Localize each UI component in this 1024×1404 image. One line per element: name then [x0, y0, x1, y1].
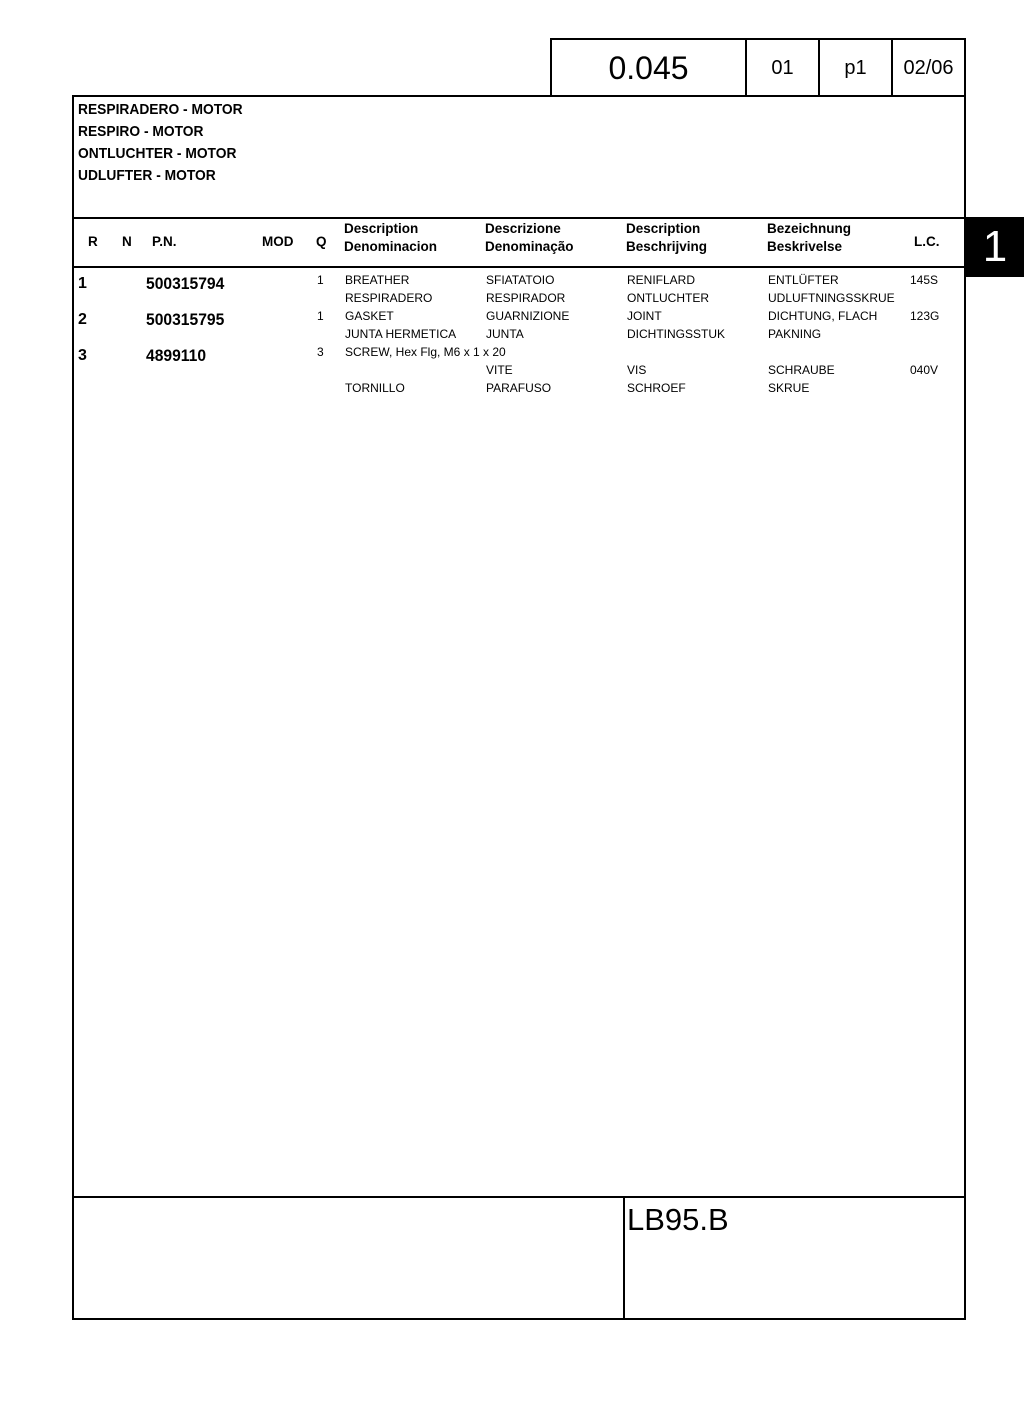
title-pt: RESPIRO - MOTOR: [78, 123, 204, 140]
desc-nl: ONTLUCHTER: [627, 291, 710, 305]
title-es: RESPIRADERO - MOTOR: [78, 101, 243, 118]
ref-number: 1: [78, 275, 87, 292]
title-nl: ONTLUCHTER - MOTOR: [78, 145, 237, 162]
col-q: Q: [316, 234, 327, 249]
ref-number: 2: [78, 311, 87, 328]
frame-bottom: [72, 1318, 966, 1320]
col-lang2-top: Descrizione: [485, 221, 561, 236]
lc-code: 040V: [910, 363, 939, 377]
frame-top: [72, 95, 966, 97]
desc-de: DICHTUNG, FLACH: [768, 309, 878, 323]
desc-fr: RENIFLARD: [627, 273, 696, 287]
lc-code: 123G: [910, 309, 940, 323]
section-tab: 1: [966, 217, 1024, 277]
desc-pt: JUNTA: [486, 327, 524, 341]
col-pn: P.N.: [152, 234, 177, 249]
part-number: 4899110: [146, 346, 207, 365]
doc-number: 0.045: [608, 49, 689, 86]
desc-de: ENTLÜFTER: [768, 273, 839, 287]
desc-de: SCHRAUBE: [768, 363, 835, 377]
desc-da: PAKNING: [768, 327, 822, 341]
desc-es: RESPIRADERO: [345, 291, 433, 305]
col-lang3-top: Description: [626, 221, 701, 236]
col-lang4-top: Bezeichnung: [767, 221, 852, 236]
col-lang3-bottom: Beschrijving: [626, 239, 708, 254]
part-number: 500315795: [146, 310, 225, 329]
title-da: UDLUFTER - MOTOR: [78, 167, 216, 184]
footer-divider: [623, 1196, 625, 1320]
page-number: p1: [844, 56, 867, 79]
desc-en: BREATHER: [345, 273, 410, 287]
desc-it: SFIATATOIO: [486, 273, 555, 287]
quantity: 3: [317, 345, 324, 359]
desc-es: TORNILLO: [345, 381, 405, 395]
desc-pt: PARAFUSO: [486, 381, 552, 395]
col-lang1-top: Description: [344, 221, 419, 236]
col-n: N: [122, 234, 132, 249]
lc-code: 145S: [910, 273, 939, 287]
frame-left: [72, 95, 74, 1320]
desc-es: JUNTA HERMETICA: [345, 327, 457, 341]
quantity: 1: [317, 309, 324, 323]
desc-en: GASKET: [345, 309, 394, 323]
desc-pt: RESPIRADOR: [486, 291, 566, 305]
col-lang1-bottom: Denominacion: [344, 239, 438, 254]
quantity: 1: [317, 273, 324, 287]
col-lang2-bottom: Denominação: [485, 239, 574, 254]
desc-da: UDLUFTNINGSSKRUE: [768, 291, 895, 305]
desc-it: GUARNIZIONE: [486, 309, 570, 323]
col-lc: L.C.: [914, 234, 940, 249]
col-mod: MOD: [262, 234, 294, 249]
part-number: 500315794: [146, 274, 225, 293]
issue-date: 02/06: [903, 56, 954, 79]
desc-en: SCREW, Hex Flg, M6 x 1 x 20: [345, 345, 506, 359]
footer-separator: [72, 1196, 966, 1198]
title-separator: [72, 217, 966, 219]
col-r: R: [88, 234, 98, 249]
frame-right: [964, 95, 966, 1320]
desc-fr: JOINT: [627, 309, 662, 323]
desc-fr: VIS: [627, 363, 647, 377]
desc-da: SKRUE: [768, 381, 810, 395]
col-lang4-bottom: Beskrivelse: [767, 239, 843, 254]
section-number: 01: [771, 56, 794, 79]
desc-nl: SCHROEF: [627, 381, 686, 395]
model-code: LB95.B: [627, 1202, 729, 1237]
desc-nl: DICHTINGSSTUK: [627, 327, 726, 341]
header-border-right: [964, 38, 966, 97]
column-header-separator: [72, 266, 966, 268]
ref-number: 3: [78, 347, 87, 364]
desc-it: VITE: [486, 363, 513, 377]
